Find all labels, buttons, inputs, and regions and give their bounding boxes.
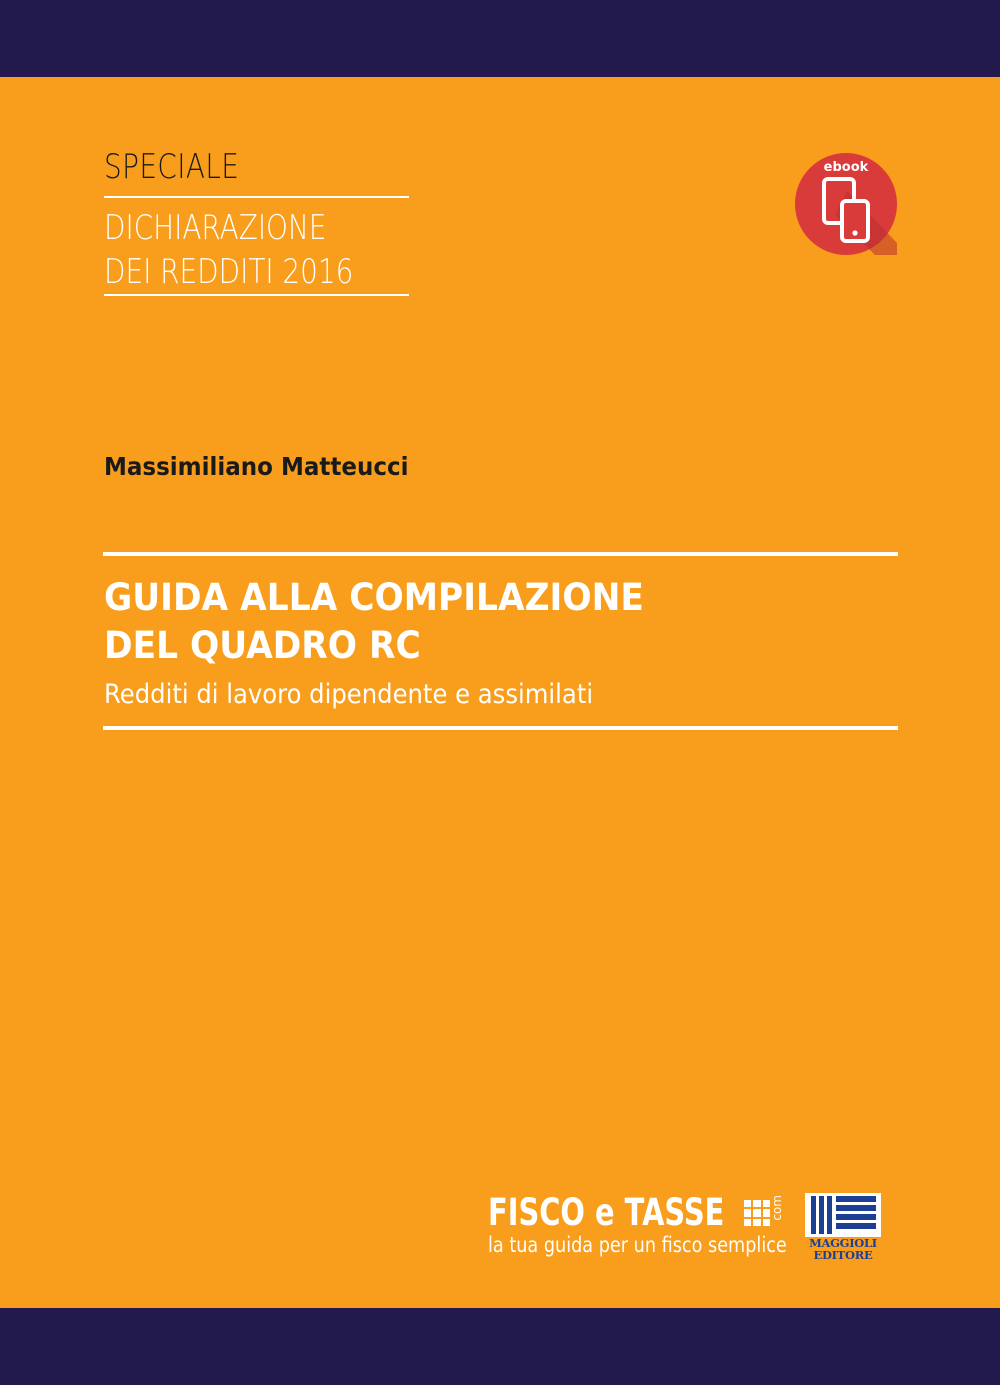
fisco-e-tasse-logo xyxy=(488,1193,793,1263)
maggioli-editore-logo xyxy=(805,1193,881,1261)
title-top-rule xyxy=(103,552,898,556)
series-label: SPECIALE xyxy=(104,147,240,187)
maggioli-line-2: EDITORE xyxy=(813,1248,873,1262)
maggioli-line-1: MAGGIOLI xyxy=(809,1236,877,1250)
series-underline xyxy=(104,294,409,296)
fisco-brand-suffix: com xyxy=(770,1195,784,1221)
ebook-label: ebook xyxy=(823,160,869,175)
series-divider xyxy=(104,196,409,198)
book-title xyxy=(104,574,644,670)
series-title-line-2: DEI REDDITI 2016 xyxy=(104,252,354,292)
fisco-tagline: la tua guida per un fisco semplice xyxy=(488,1233,787,1257)
author-name: Massimiliano Matteucci xyxy=(104,452,409,481)
maggioli-name xyxy=(805,1237,881,1261)
ebook-badge xyxy=(795,153,897,255)
fisco-brand-name: FISCO e TASSE xyxy=(488,1191,725,1234)
title-line-2: DEL QUADRO RC xyxy=(104,624,421,667)
maggioli-mark-icon xyxy=(805,1193,881,1237)
grid-logo-icon xyxy=(744,1200,770,1226)
bottom-band xyxy=(0,1308,1000,1385)
book-subtitle: Redditi di lavoro dipendente e assimilati xyxy=(104,679,594,710)
series-title-line-1: DICHIARAZIONE xyxy=(104,208,327,248)
series-block xyxy=(104,148,409,296)
top-band xyxy=(0,0,1000,77)
title-bottom-rule xyxy=(103,726,898,730)
title-line-1: GUIDA ALLA COMPILAZIONE xyxy=(104,576,644,619)
